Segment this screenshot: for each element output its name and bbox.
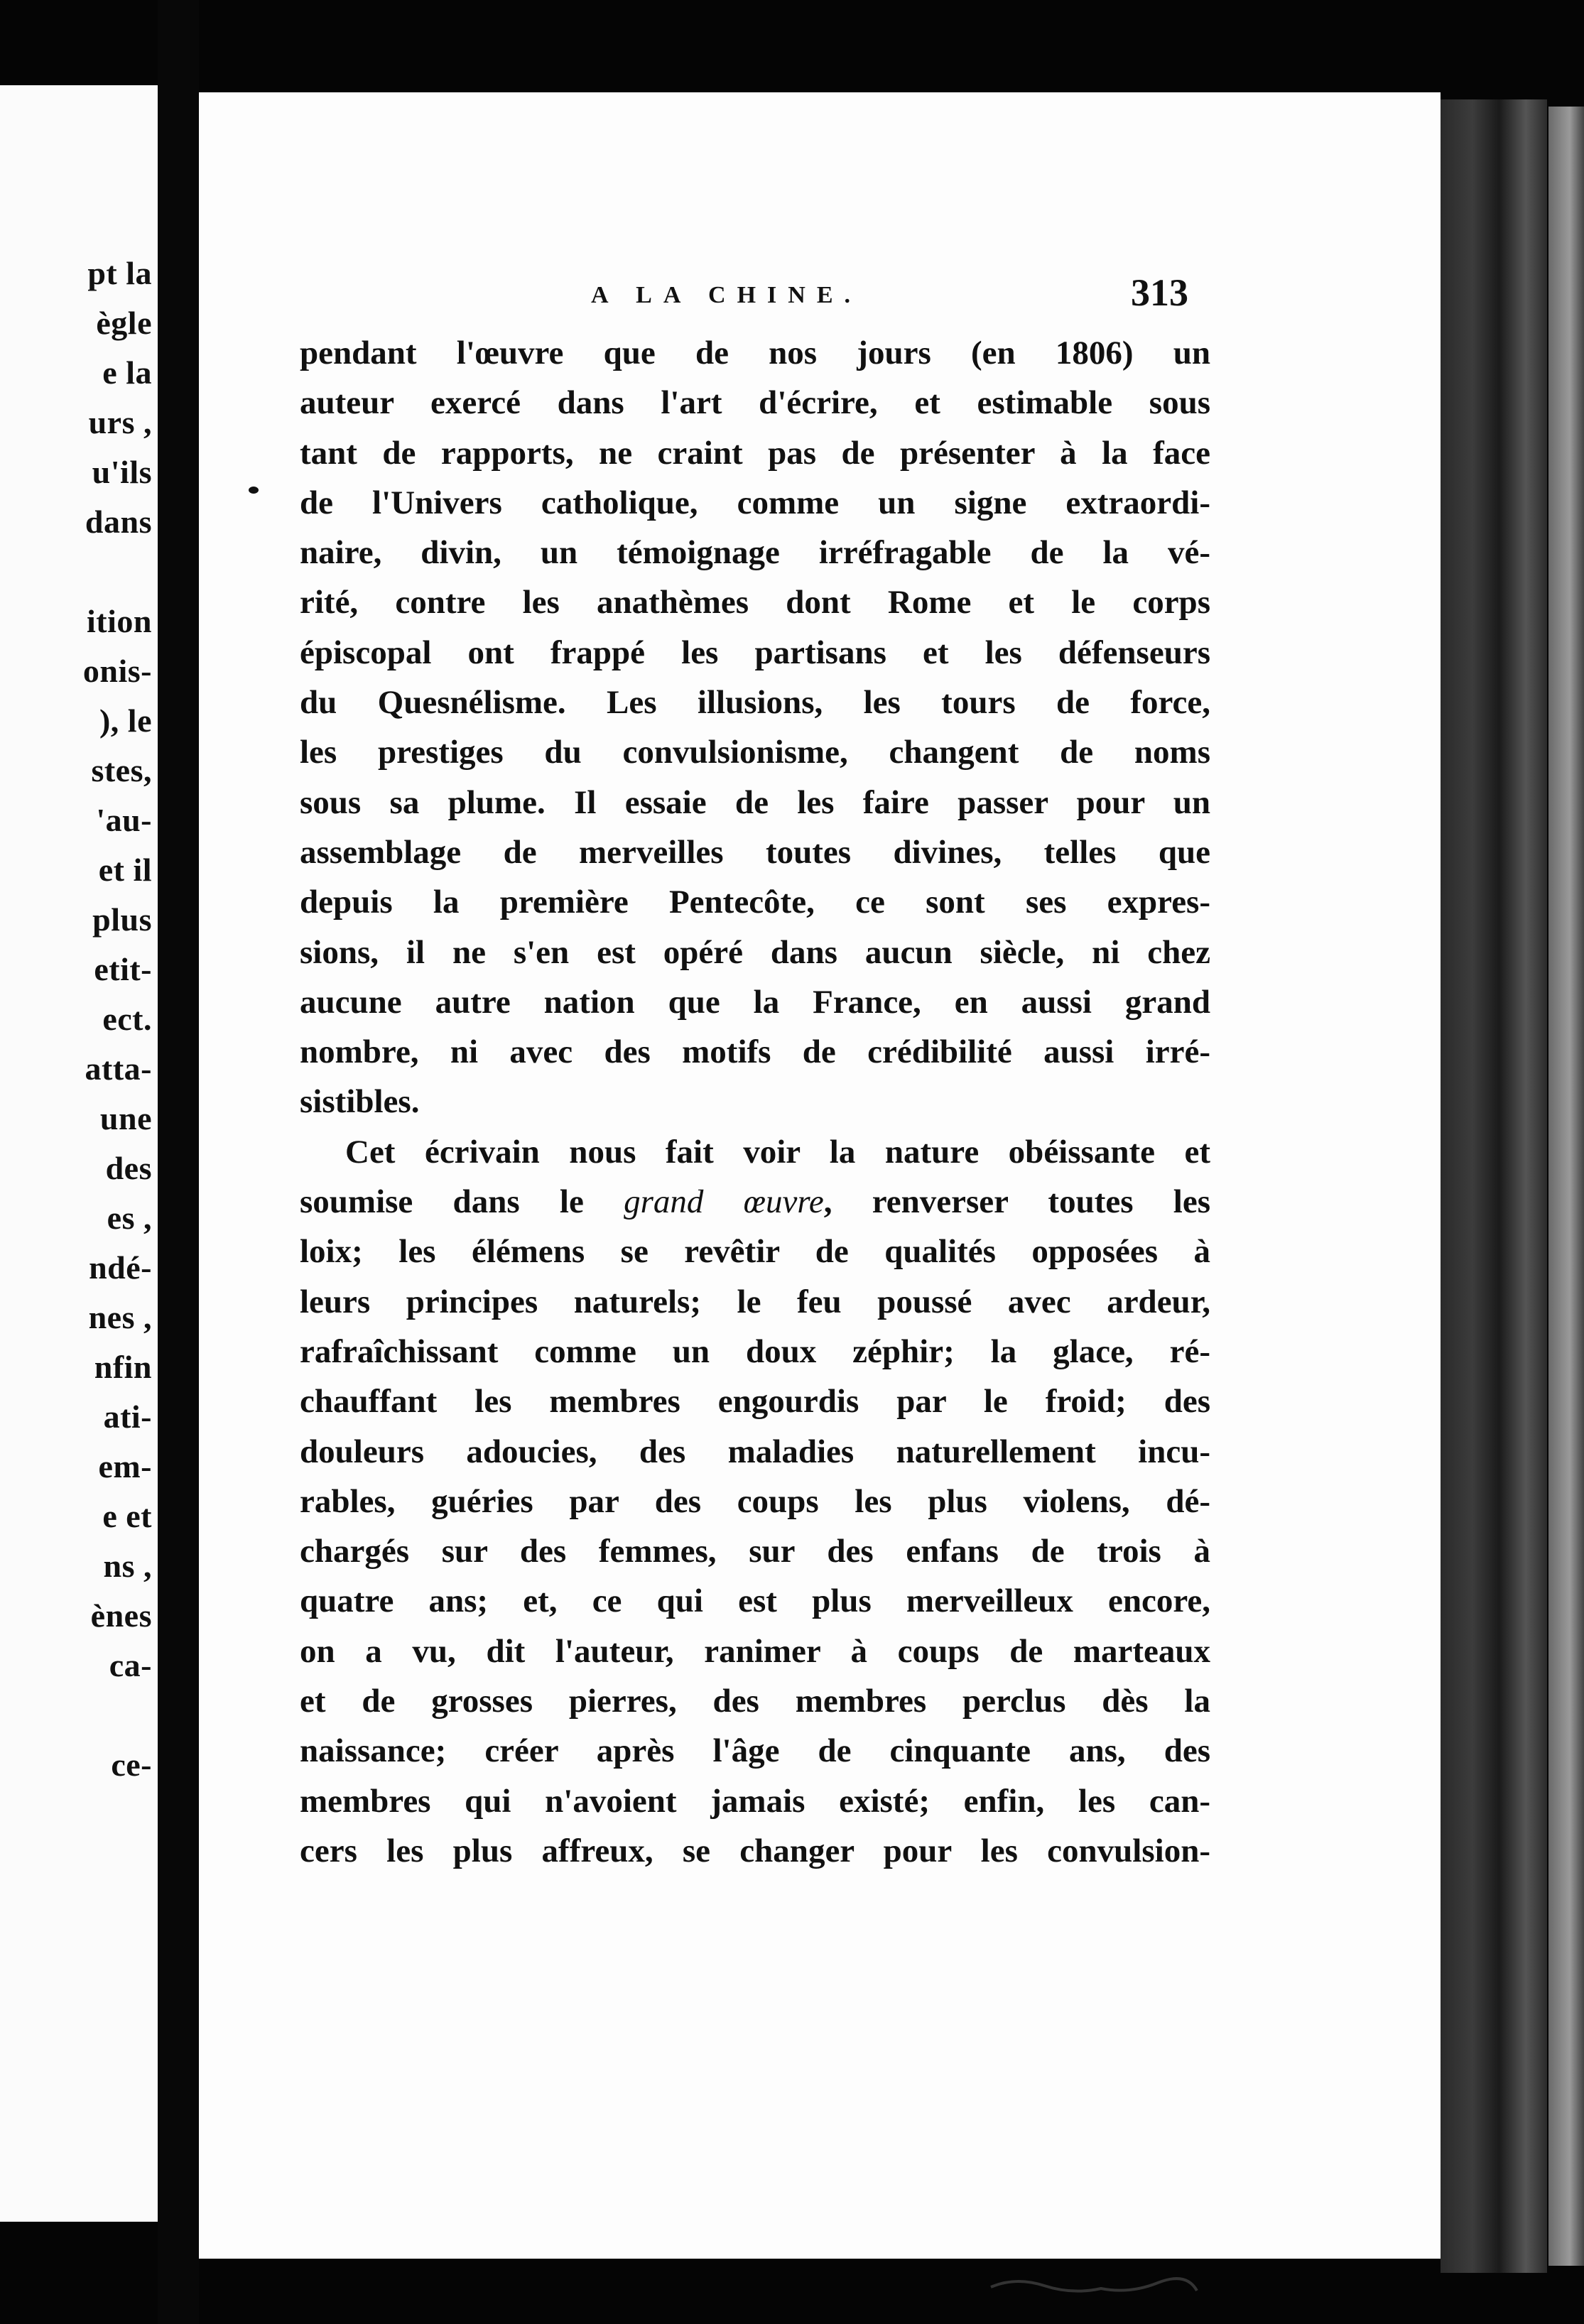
previous-page-line-fragment: u'ils xyxy=(92,454,152,490)
previous-page-line-fragment: ns , xyxy=(103,1548,152,1584)
previous-page-line-fragment: ègle xyxy=(96,305,152,341)
text-line: chargés sur des femmes, sur des enfans de trois à xyxy=(300,1533,1210,1570)
text-line: sous sa plume. Il essaie de les faire passer pour un xyxy=(300,783,1210,821)
text-line: de l'Univers catholique, comme un signe extraordi- xyxy=(300,484,1210,521)
text-line: quatre ans; et, ce qui est plus merveilleux encore, xyxy=(300,1582,1210,1620)
text-line: naire, divin, un témoignage irréfragable de la vé- xyxy=(300,534,1210,572)
text-line: tant de rapports, ne craint pas de présenter à la face xyxy=(300,434,1210,472)
text-line: naissance; créer après l'âge de cinquante ans, des xyxy=(300,1732,1210,1770)
previous-page-line-fragment: dans xyxy=(85,504,152,540)
previous-page-line-fragment: nfin xyxy=(94,1349,152,1385)
previous-page-line-fragment: em- xyxy=(98,1448,152,1484)
previous-page-fragment xyxy=(0,85,158,2222)
page-number: 313 xyxy=(1131,271,1188,314)
text-line: du Quesnélisme. Les illusions, les tours de force, xyxy=(300,684,1210,722)
text-line: nombre, ni avec des motifs de crédibilité aussi irré- xyxy=(300,1033,1210,1071)
previous-page-line-fragment: stes, xyxy=(91,752,152,788)
running-head: A LA CHINE. xyxy=(591,282,862,308)
paragraph xyxy=(300,1127,1210,1876)
margin-mark xyxy=(249,487,259,494)
body-text xyxy=(300,328,1210,1876)
text-line: on a vu, dit l'auteur, ranimer à coups de marteaux xyxy=(300,1632,1210,1670)
book-page xyxy=(199,92,1441,2259)
previous-page-line-fragment: atta- xyxy=(85,1050,152,1087)
text-line: pendant l'œuvre que de nos jours (en 1806) un xyxy=(300,335,1210,371)
page-edges-stack xyxy=(1441,99,1547,2273)
text-line: chauffant les membres engourdis par le froid; des xyxy=(300,1383,1210,1421)
previous-page-line-fragment: et il xyxy=(98,852,152,888)
previous-page-line-fragment: ènes xyxy=(90,1597,152,1634)
previous-page-line-fragment: es , xyxy=(107,1200,152,1236)
text-line: Cet écrivain nous fait voir la nature obéissante et xyxy=(345,1133,1210,1171)
previous-page-line-fragment: des xyxy=(105,1150,152,1186)
text-line: leurs principes naturels; le feu poussé avec ardeur, xyxy=(300,1283,1210,1320)
text-line: sistibles. xyxy=(300,1083,420,1121)
previous-page-line-fragment: ce- xyxy=(111,1747,152,1783)
text-line: et de grosses pierres, des membres perclus dès la xyxy=(300,1683,1210,1720)
page-header xyxy=(199,271,1441,330)
text-line: auteur exercé dans l'art d'écrire, et estimable sous xyxy=(300,384,1210,422)
text-line: rité, contre les anathèmes dont Rome et le corps xyxy=(300,584,1210,621)
book-gutter xyxy=(158,0,199,2324)
text-line: aucune autre nation que la France, en aussi grand xyxy=(300,983,1210,1021)
previous-page-line-fragment: etit- xyxy=(94,951,152,987)
previous-page-line-fragment: ati- xyxy=(103,1399,152,1435)
text-line: membres qui n'avoient jamais existé; enfin, les can- xyxy=(300,1782,1210,1820)
text-line: douleurs adoucies, des maladies naturellement incu- xyxy=(300,1433,1210,1470)
paragraph xyxy=(300,328,1210,1127)
text-line: loix; les élémens se revêtir de qualités opposées à xyxy=(300,1233,1210,1271)
text-line: rables, guéries par des coups les plus violens, dé- xyxy=(300,1482,1210,1520)
previous-page-line-fragment: 'au- xyxy=(96,802,152,838)
previous-page-line-fragment: une xyxy=(99,1100,152,1136)
text-line: soumise dans le grand œuvre, renverser toutes les xyxy=(300,1183,1210,1221)
previous-page-line-fragment: e la xyxy=(102,354,152,391)
text-line: rafraîchissant comme un doux zéphir; la glace, ré- xyxy=(300,1332,1210,1370)
previous-page-line-fragment: e et xyxy=(102,1498,152,1534)
previous-page-line-fragment: onis- xyxy=(82,653,152,689)
text-line: épiscopal ont frappé les partisans et les défenseurs xyxy=(300,634,1210,671)
text-line: depuis la première Pentecôte, ce sont ses expres- xyxy=(300,884,1210,921)
text-line: sions, il ne s'en est opéré dans aucun siècle, ni chez xyxy=(300,933,1210,971)
previous-page-line-fragment: ), le xyxy=(99,702,152,739)
previous-page-line-fragment: urs , xyxy=(88,404,152,440)
text-line: les prestiges du convulsionisme, changent de noms xyxy=(300,734,1210,771)
previous-page-line-fragment: ition xyxy=(87,603,152,639)
previous-page-line-fragment: ndé- xyxy=(89,1249,152,1286)
text-line: cers les plus affreux, se changer pour les convulsion- xyxy=(300,1832,1210,1869)
previous-page-line-fragment: nes , xyxy=(88,1299,152,1335)
previous-page-line-fragment: plus xyxy=(92,901,152,938)
text-line: assemblage de merveilles toutes divines, telles que xyxy=(300,833,1210,871)
previous-page-line-fragment: ect. xyxy=(102,1001,152,1037)
bottom-ink-smudge xyxy=(987,2273,1200,2301)
previous-page-line-fragment: pt la xyxy=(87,255,152,291)
previous-page-line-fragment: ca- xyxy=(109,1647,152,1683)
book-cover-edge xyxy=(1548,107,1584,2266)
